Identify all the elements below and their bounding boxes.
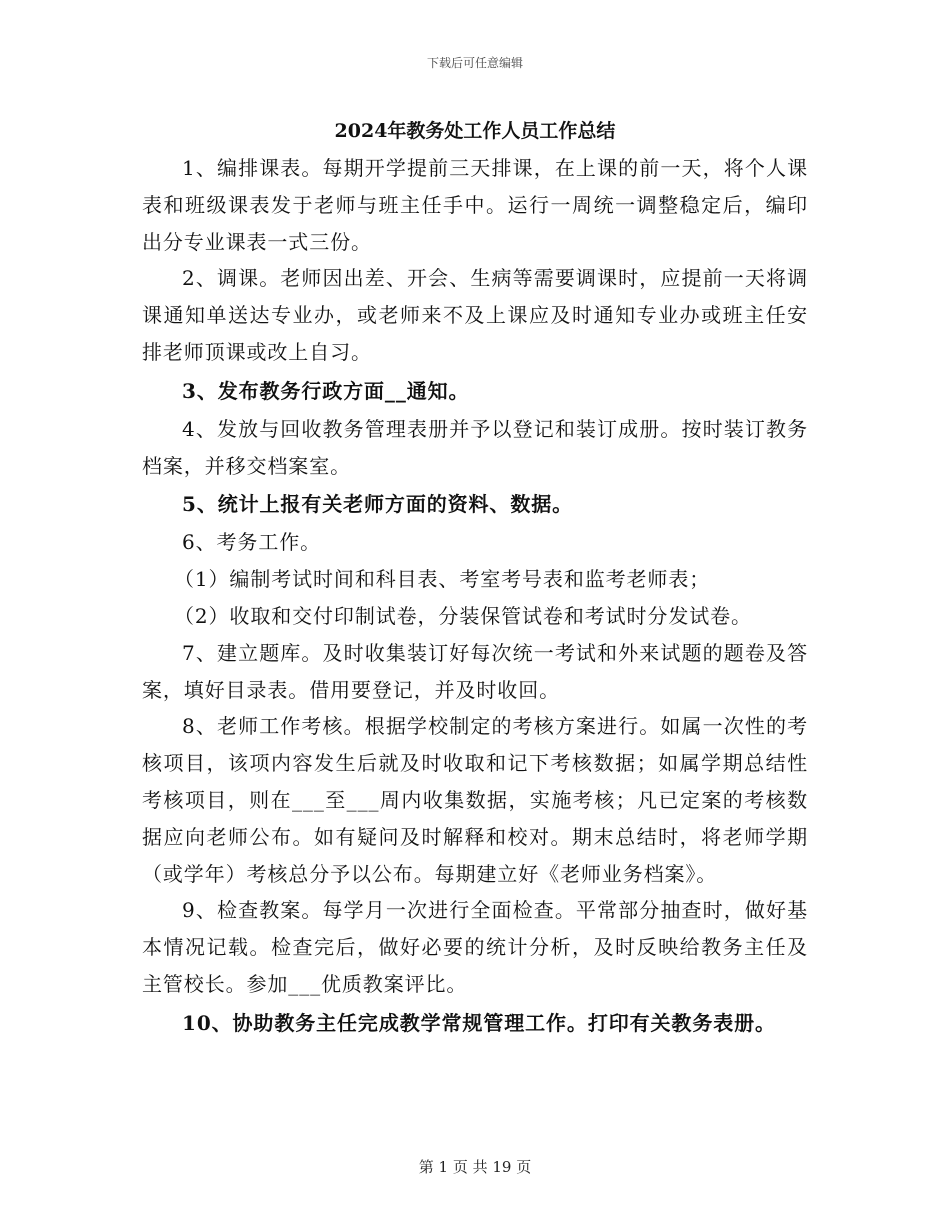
document-title: 2024年教务处工作人员工作总结 — [334, 120, 616, 142]
paragraph-6-item-1: （1）编制考试时间和科目表、考室考号表和监考老师表； — [174, 567, 711, 592]
paragraph-3-notices: 3、发布教务行政方面__通知。 — [182, 378, 470, 403]
paragraph-7-question-bank: 7、建立题库。及时收集装订好每次统一考试和外来试题的题卷及答案，填好目录表。借用要登记，并及时收回。 — [142, 640, 808, 702]
paragraph-8-teacher-assessment: 8、老师工作考核。根据学校制定的考核方案进行。如属一次性的考核项目，该项内容发生后就及时收取和记下考核数据；如属学期总结性考核项目，则在___至___周内收集数据，实施考核；凡已定案的考核数据应向老师公布。如有疑问及时解释和校对。期末总结时，将老师学期（或学年）考核总分予以公布。每期建立好《老师业务档案》。 — [142, 714, 808, 886]
paragraph-5-statistics: 5、统计上报有关老师方面的资料、数据。 — [182, 492, 574, 517]
paragraph-2-class-adjustment: 2、调课。老师因出差、开会、生病等需要调课时，应提前一天将调课通知单送达专业办，或老师来不及上课应及时通知专业办或班主任安排老师顶课或改上自习。 — [142, 266, 808, 364]
paragraph-9-lesson-plans: 9、检查教案。每学月一次进行全面检查。平常部分抽查时，做好基本情况记载。检查完后，做好必要的统计分析，及时反映给教务主任及主管校长。参加___优质教案评比。 — [142, 898, 808, 996]
document-body — [142, 150, 808, 1043]
paragraph-4-forms-archives: 4、发放与回收教务管理表册并予以登记和装订成册。按时装订教务档案，并移交档案室。 — [142, 416, 808, 478]
page-number: 第 1 页 共 19 页 — [418, 1158, 532, 1176]
paragraph-10-assist-director: 10、协助教务主任完成教学常规管理工作。打印有关教务表册。 — [182, 1010, 776, 1035]
paragraph-1-scheduling: 1、编排课表。每期开学提前三天排课，在上课的前一天，将个人课表和班级课表发于老师与班主任手中。运行一周统一调整稳定后，编印出分专业课表一式三份。 — [142, 156, 808, 254]
paragraph-6-exam-affairs: 6、考务工作。 — [182, 530, 322, 555]
paragraph-6-item-2: （2）收取和交付印制试卷，分装保管试卷和考试时分发试卷。 — [174, 603, 752, 628]
page-header-note: 下载后可任意编辑 — [426, 56, 523, 70]
